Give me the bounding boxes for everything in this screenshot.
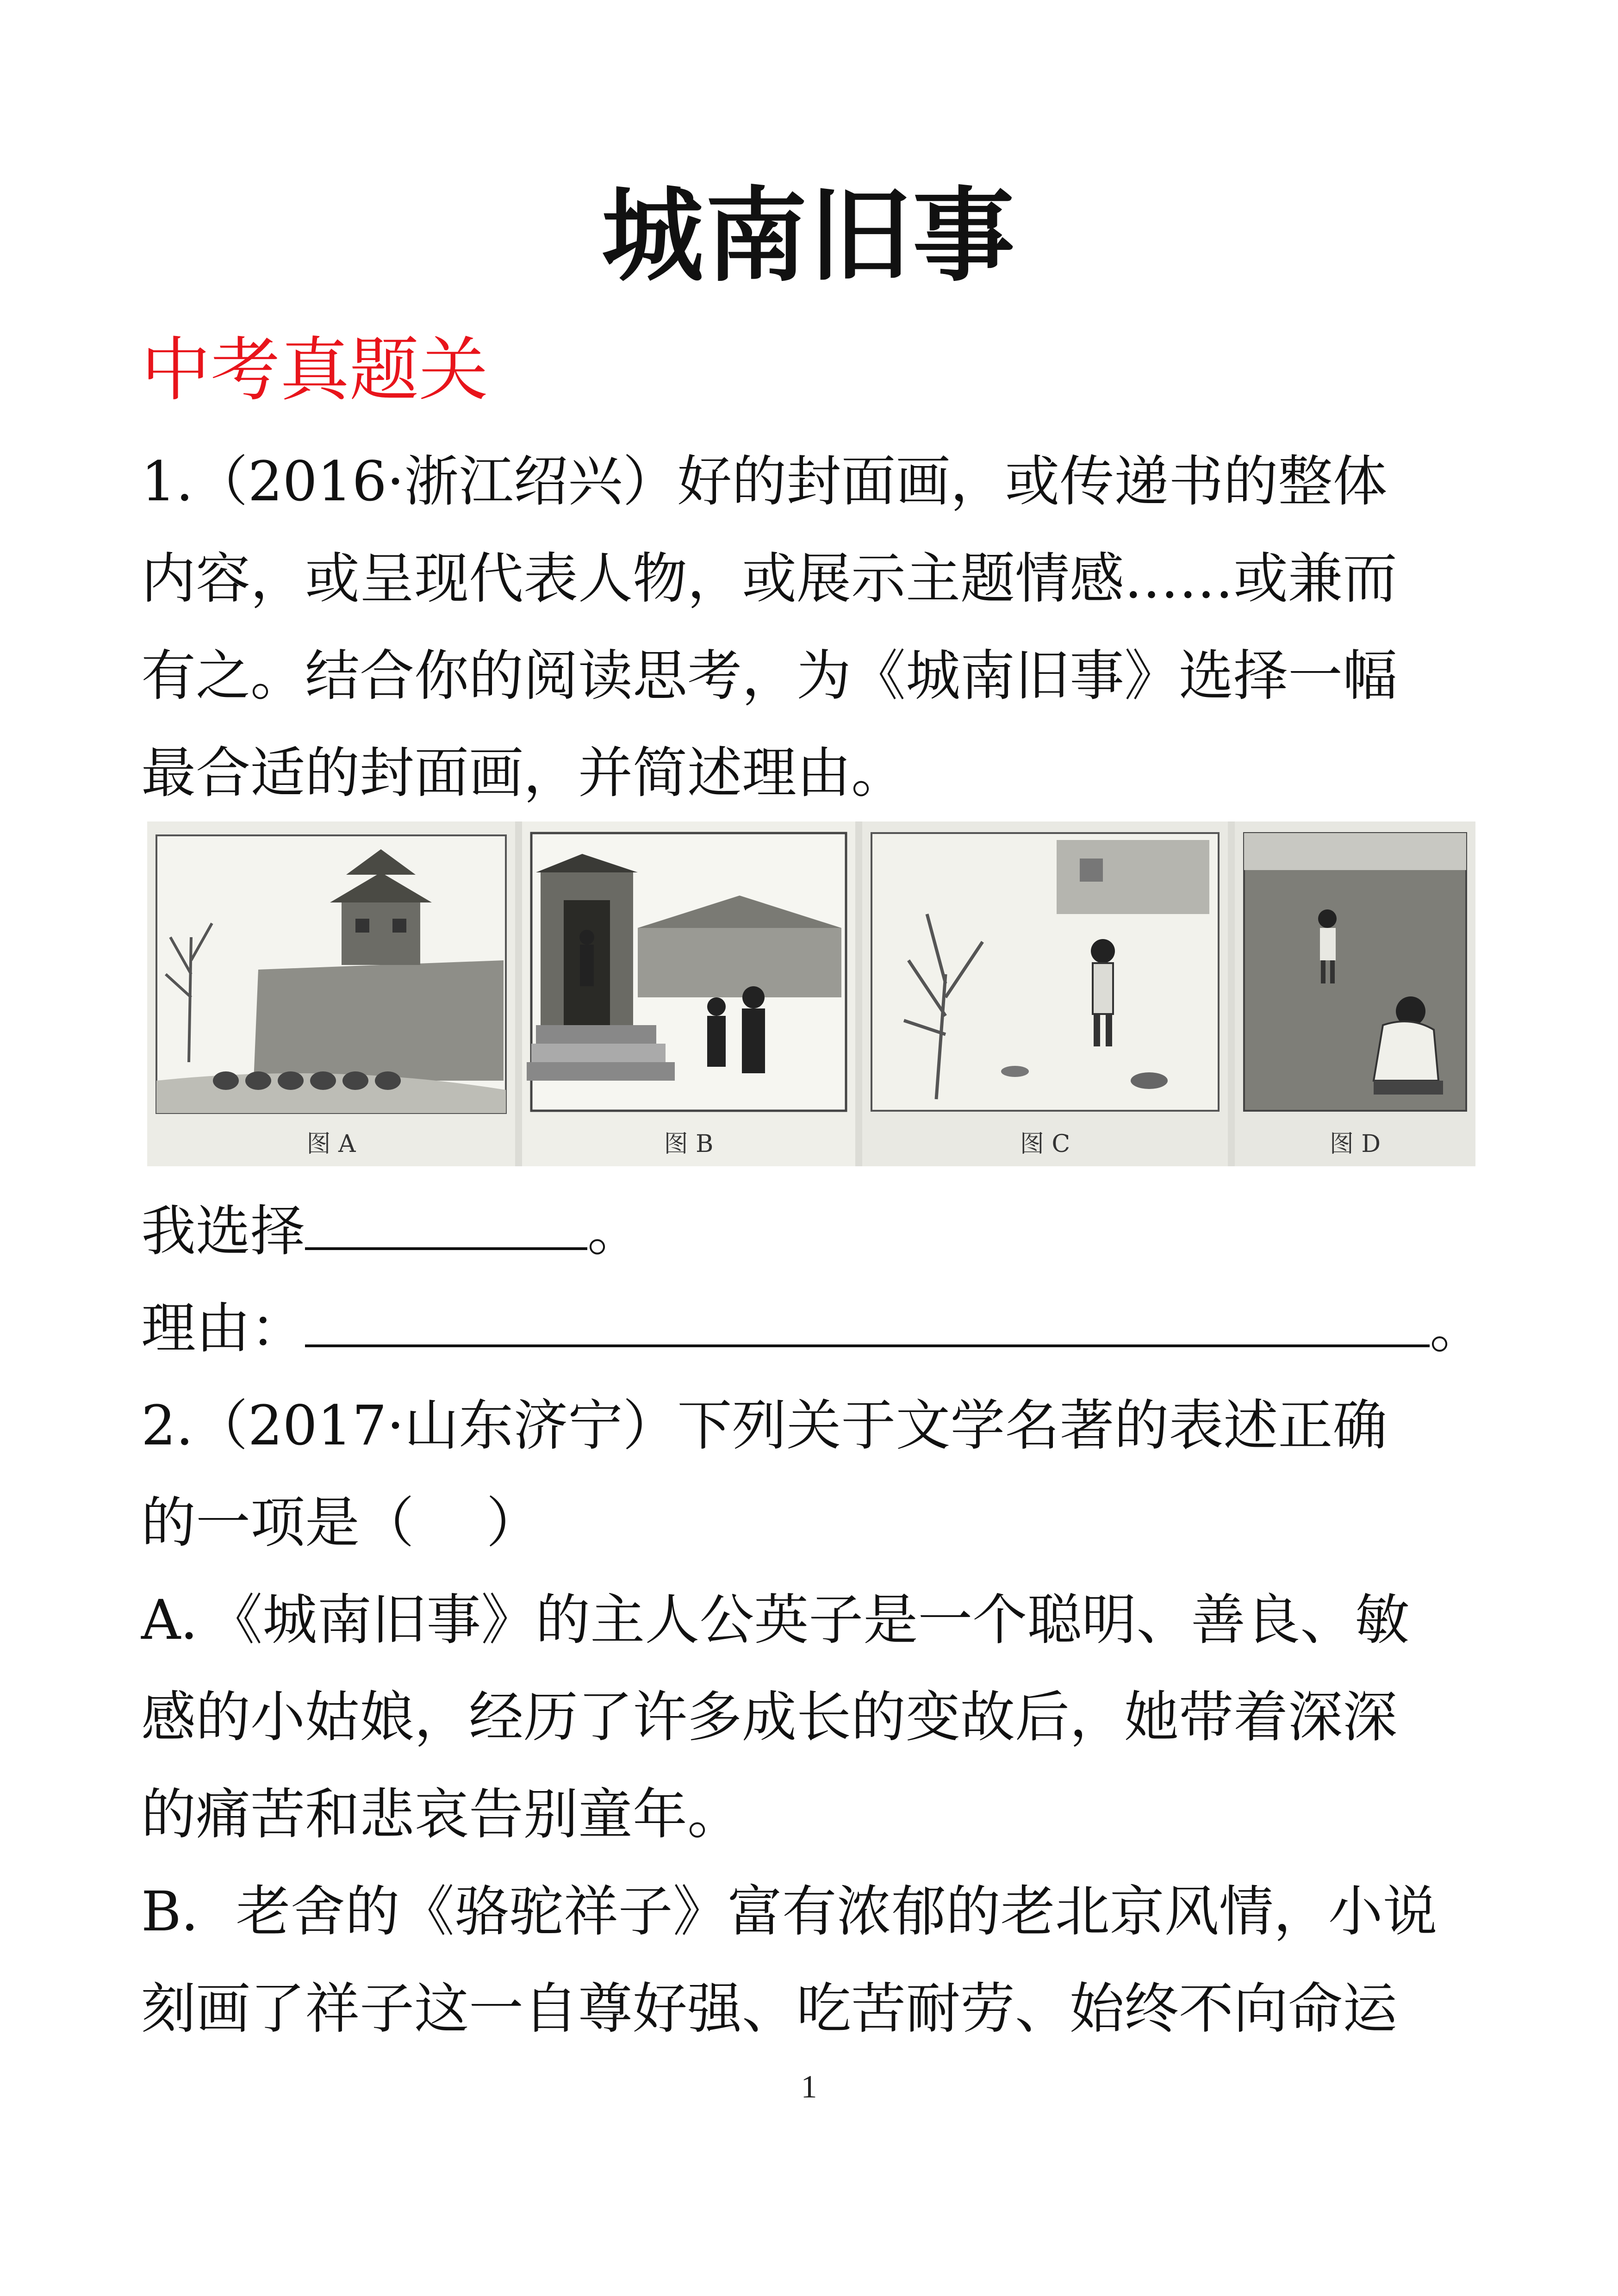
section-heading: 中考真题关 [141, 330, 489, 411]
q1-line-4: 最合适的封面画，并简述理由。 [141, 741, 906, 805]
option-a-line-2: 感的小姑娘，经历了许多成长的变故后，她带着深深 [141, 1685, 1398, 1749]
q1-line-2: 内容，或呈现代表人物，或展示主题情感……或兼而 [141, 547, 1398, 610]
option-a-line-1: A．《城南旧事》的主人公英子是一个聪明、善良、敏 [141, 1588, 1410, 1652]
figure-c-illustration [862, 821, 1228, 1166]
choose-line [141, 1182, 1483, 1280]
choose-answer-blank[interactable] [305, 1196, 587, 1250]
option-a-line-3: 的痛苦和悲哀告别童年。 [141, 1782, 742, 1846]
q1-line-1: 1.（2016·浙江绍兴）好的封面画，或传递书的整体 [141, 449, 1388, 513]
choose-end: 。 [587, 1199, 642, 1263]
figure-a [147, 821, 515, 1166]
figure-d [1235, 821, 1475, 1166]
q2-line-2: 的一项是（ ） [141, 1491, 541, 1555]
figure-b [522, 821, 855, 1166]
figure-a-illustration [147, 821, 515, 1166]
cover-illustrations [147, 821, 1475, 1166]
page-number: 1 [801, 2069, 817, 2105]
option-b-line-2: 刻画了祥子这一自尊好强、吃苦耐劳、始终不向命运 [141, 1977, 1398, 2041]
q2-line-1: 2.（2017·山东济宁）下列关于文学名著的表述正确 [141, 1394, 1388, 1457]
reason-end: 。 [1430, 1296, 1485, 1360]
figure-c-caption: 图 C [1020, 1130, 1070, 1158]
figure-d-caption: 图 D [1329, 1130, 1381, 1158]
figure-b-caption: 图 B [664, 1130, 714, 1158]
reason-label: 理由： [141, 1296, 305, 1360]
figure-b-illustration [522, 821, 855, 1166]
figure-c [862, 821, 1228, 1166]
choose-label: 我选择 [141, 1199, 305, 1263]
reason-line [141, 1280, 1483, 1377]
q1-line-3: 有之。结合你的阅读思考，为《城南旧事》选择一幅 [141, 644, 1398, 708]
reason-answer-blank[interactable] [305, 1294, 1430, 1347]
document-title: 城南旧事 [601, 177, 1016, 295]
option-b-line-1: B．老舍的《骆驼祥子》富有浓郁的老北京风情，小说 [141, 1879, 1438, 1943]
figure-d-illustration [1235, 821, 1475, 1166]
figure-a-caption: 图 A [306, 1130, 356, 1158]
